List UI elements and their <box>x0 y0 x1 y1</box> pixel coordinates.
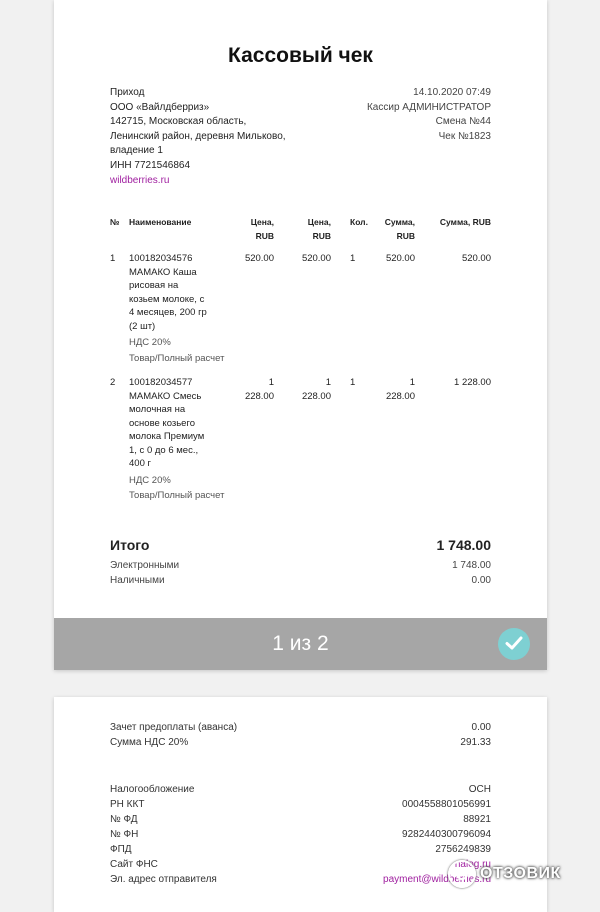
item-2-price1: 1 228.00 <box>244 377 274 402</box>
item-2-sum2: 1 228.00 <box>454 377 491 388</box>
receipt-page-1 <box>54 0 547 670</box>
item-2-type: Товар/Полный расчет <box>129 490 225 501</box>
item-2-num: 2 <box>110 377 116 388</box>
col-header-price1: Цена, RUB <box>250 217 274 241</box>
operation-type: Приход <box>110 87 145 98</box>
fns-site-row: Сайт ФНС nalog.ru <box>110 859 491 870</box>
item-2-qty: 1 <box>350 377 356 388</box>
sender-email-row: Эл. адрес отправителя payment@wildberries.ru <box>110 874 491 885</box>
fd-row: № ФД 88921 <box>110 814 491 825</box>
col-header-qty: Кол. <box>350 217 368 227</box>
fn-row: № ФН 9282440300796094 <box>110 829 491 840</box>
fns-site-link[interactable]: nalog.ru <box>454 859 491 870</box>
electronic-label: Электронными <box>110 560 180 571</box>
col-header-name: Наименование <box>129 217 192 227</box>
shift-number: Смена №44 <box>435 116 491 128</box>
address-line-2: Ленинский район, деревня Мильково, <box>110 130 286 142</box>
col-header-price2: Цена, RUB <box>307 217 331 241</box>
receipt-meta <box>367 86 491 144</box>
taxation-row: Налогообложение ОСН <box>110 784 491 795</box>
cash-payment-row <box>110 575 491 586</box>
electronic-value: 1 748.00 <box>452 560 491 571</box>
total-value: 1 748.00 <box>436 537 491 553</box>
receipt-number: Чек №1823 <box>438 130 491 142</box>
item-2-sum1: 1 228.00 <box>385 377 415 402</box>
address-line-3: владение 1 <box>110 145 163 157</box>
kkt-reg-row: РН ККТ 0004558801056991 <box>110 799 491 810</box>
otzovik-watermark <box>448 859 561 889</box>
sender-email-link[interactable]: payment@wildberries.ru <box>383 874 491 885</box>
item-1-sum2: 520.00 <box>461 253 491 264</box>
receipt-datetime: 14.10.2020 07:49 <box>413 87 491 98</box>
item-1-sum1: 520.00 <box>385 253 415 264</box>
address-line-1: 142715, Московская область, <box>110 116 247 128</box>
otzovik-logo-icon <box>448 860 476 888</box>
cash-value: 0.00 <box>471 575 491 586</box>
item-1-name: 100182034576 МАМАКО Каша рисовая на козьем молоке, с 4 месяцев, 200 гр (2 шт) НДС 20% Товар/Полный расчет <box>129 252 244 365</box>
cash-label: Наличными <box>110 575 165 586</box>
electronic-payment-row <box>110 560 491 571</box>
item-1-price1: 520.00 <box>244 253 274 264</box>
vat-sum-row: Сумма НДС 20% 291.33 <box>110 737 491 748</box>
item-1-price2: 520.00 <box>301 253 331 264</box>
item-2-vat: НДС 20% <box>129 474 171 486</box>
col-header-num: № <box>110 217 120 227</box>
inn: ИНН 7721546864 <box>110 159 191 171</box>
item-1-vat: НДС 20% <box>129 337 171 348</box>
check-icon[interactable] <box>498 628 530 660</box>
watermark-text: ОТЗОВИК <box>480 865 561 882</box>
page-indicator: 1 из 2 <box>272 632 329 655</box>
col-header-sum2: Сумма, RUB <box>439 217 491 227</box>
fpd-row: ФПД 2756249839 <box>110 844 491 855</box>
total-label: Итого <box>110 537 150 553</box>
receipt-title: Кассовый чек <box>228 44 373 67</box>
col-header-sum1: Сумма, RUB <box>384 217 415 241</box>
item-1-qty: 1 <box>350 253 356 264</box>
company-name: ООО «Вайлдберриз» <box>110 101 210 113</box>
cashier: Кассир АДМИНИСТРАТОР <box>366 101 491 113</box>
website-link[interactable]: wildberries.ru <box>110 174 170 186</box>
prepayment-row: Зачет предоплаты (аванса) 0.00 <box>110 722 491 733</box>
item-1-type: Товар/Полный расчет <box>129 352 225 364</box>
pager-bar <box>54 618 547 670</box>
seller-info <box>110 86 286 188</box>
item-2-price2: 1 228.00 <box>301 377 331 402</box>
item-2-name: 100182034577 МАМАКО Смесь молочная на основе козьего молока Премиум 1, с 0 до 6 мес., 400 г НДС 20% Товар/Полный расчет <box>129 376 244 503</box>
item-1-num: 1 <box>110 253 116 264</box>
